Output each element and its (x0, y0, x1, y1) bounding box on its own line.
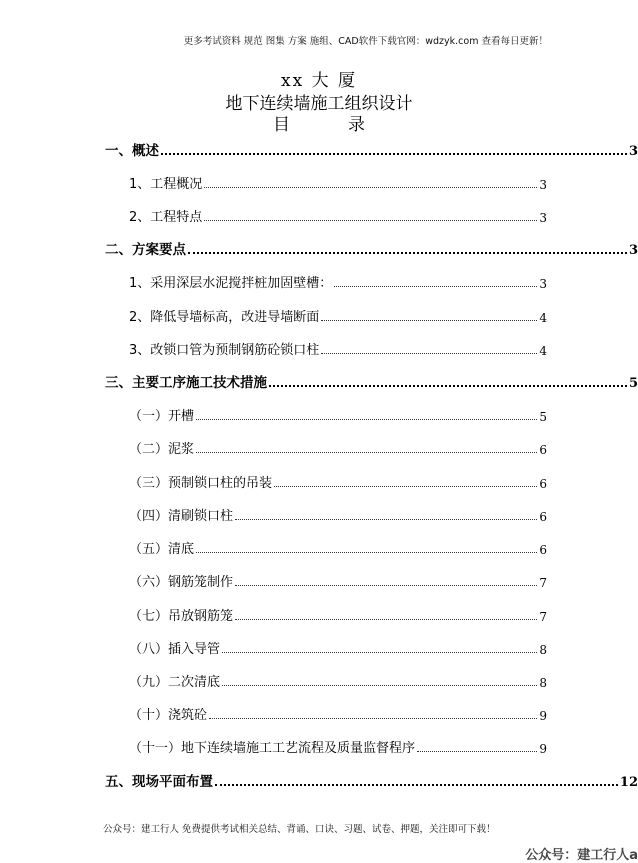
toc-leader-dots (188, 252, 627, 254)
footer-note: 公众号：建工行人 免费提供考试相关总结、背诵、口诀、习题、试卷、押题，关注即可下载！ (103, 824, 496, 835)
toc-entry-label: 2、工程特点 (129, 210, 203, 225)
toc-entry-page: 4 (539, 311, 547, 325)
toc-entry[interactable] (0, 770, 638, 790)
toc-entry-page: 5 (628, 376, 638, 391)
toc-entry-label: （十一）地下连续墙施工工艺流程及质量监督程序 (129, 741, 416, 756)
watermark-text: 公众号：建工行人a (525, 848, 638, 863)
toc-leader-dots (417, 751, 537, 752)
toc-heading-part1: 目 (273, 115, 290, 135)
toc-leader-dots (204, 187, 537, 188)
toc-leader-dots (161, 153, 627, 155)
toc-entry-label: （六）钢筋笼制作 (129, 575, 234, 590)
toc-heading (0, 110, 638, 135)
toc-entry[interactable] (0, 139, 638, 159)
toc-leader-dots (269, 385, 627, 387)
toc-entry[interactable] (0, 736, 547, 756)
toc-leader-dots (321, 353, 537, 354)
toc-entry-page: 3 (539, 211, 547, 225)
toc-leader-dots (204, 220, 537, 221)
toc-entry-page: 9 (539, 709, 547, 723)
toc-entry-page: 6 (539, 543, 547, 557)
toc-leader-dots (222, 652, 537, 653)
toc-leader-dots (209, 718, 537, 719)
toc-entry-label: （五）清底 (129, 542, 195, 557)
toc-entry[interactable] (0, 670, 547, 690)
toc-leader-dots (235, 519, 537, 520)
toc-entry[interactable] (0, 404, 547, 424)
toc-entry-page: 12 (619, 775, 638, 790)
toc-entry[interactable] (0, 305, 547, 325)
header-note: 更多考试资料 规范 图集 方案 施组、CAD软件下载官网：wdzyk.com 查看每日更新！ (183, 36, 548, 47)
toc-leader-dots (215, 784, 618, 786)
toc-entry[interactable] (0, 238, 638, 258)
toc-entry[interactable] (0, 570, 547, 590)
toc-entry-page: 3 (539, 178, 547, 192)
toc-entry-label: 3、改锁口管为预制钢筋砼锁口柱 (129, 343, 320, 358)
toc-entry-page: 8 (539, 676, 547, 690)
toc-entry-label: 二、方案要点 (105, 242, 186, 258)
toc-entry[interactable] (0, 437, 547, 457)
toc-entry-page: 5 (539, 410, 547, 424)
toc-leader-dots (196, 419, 537, 420)
toc-entry[interactable] (0, 172, 547, 192)
toc-entry-label: 一、概述 (105, 143, 159, 159)
toc-entry-label: 三、主要工序施工技术措施 (105, 375, 267, 391)
toc-leader-dots (235, 585, 537, 586)
toc-entry-page: 6 (539, 510, 547, 524)
toc-entry[interactable] (0, 637, 547, 657)
toc-entry-label: （四）清刷锁口柱 (129, 509, 234, 524)
toc-entry-page: 6 (539, 477, 547, 491)
toc-heading-part2: 录 (348, 115, 365, 135)
toc-entry-label: 1、采用深层水泥搅拌桩加固壁槽： (129, 276, 333, 291)
toc-entry-label: （十）浇筑砼 (129, 708, 208, 723)
toc-entry[interactable] (0, 604, 547, 624)
toc-entry-page: 7 (539, 610, 547, 624)
toc-leader-dots (196, 452, 537, 453)
toc-entry[interactable] (0, 703, 547, 723)
document-title-line2: 地下连续墙施工组织设计 (225, 94, 413, 114)
toc-entry-label: （三）预制锁口柱的吊装 (129, 476, 273, 491)
toc-entry-page: 3 (628, 144, 638, 159)
toc-entry[interactable] (0, 471, 547, 491)
toc-entry[interactable] (0, 338, 547, 358)
toc-entry[interactable] (0, 537, 547, 557)
toc-entry[interactable] (0, 371, 638, 391)
toc-entry-page: 4 (539, 344, 547, 358)
toc-entry-label: （二）泥浆 (129, 442, 195, 457)
toc-entry[interactable] (0, 205, 547, 225)
toc-entry-label: （八）插入导管 (129, 642, 221, 657)
toc-leader-dots (274, 486, 537, 487)
toc-leader-dots (321, 320, 537, 321)
toc-entry-label: 1、工程概况 (129, 177, 203, 192)
toc-entry-page: 8 (539, 643, 547, 657)
toc-leader-dots (235, 619, 537, 620)
document-title-line1: xx 大 厦 (281, 71, 357, 91)
toc-entry-label: 五、现场平面布置 (105, 774, 213, 790)
toc-entry-label: （九）二次清底 (129, 675, 221, 690)
toc-entry-label: 2、降低导墙标高，改进导墙断面 (129, 310, 320, 325)
toc-entry-page: 3 (539, 277, 547, 291)
toc-entry-label: （一）开槽 (129, 409, 195, 424)
toc-entry-page: 6 (539, 443, 547, 457)
toc-entry-label: （七）吊放钢筋笼 (129, 609, 234, 624)
toc-leader-dots (334, 286, 537, 287)
toc-entry[interactable] (0, 504, 547, 524)
toc-leader-dots (222, 685, 537, 686)
toc-entry-page: 3 (628, 243, 638, 258)
toc-entry[interactable] (0, 271, 547, 291)
toc-entry-page: 7 (539, 576, 547, 590)
toc-entry-page: 9 (539, 742, 547, 756)
toc-leader-dots (196, 552, 537, 553)
